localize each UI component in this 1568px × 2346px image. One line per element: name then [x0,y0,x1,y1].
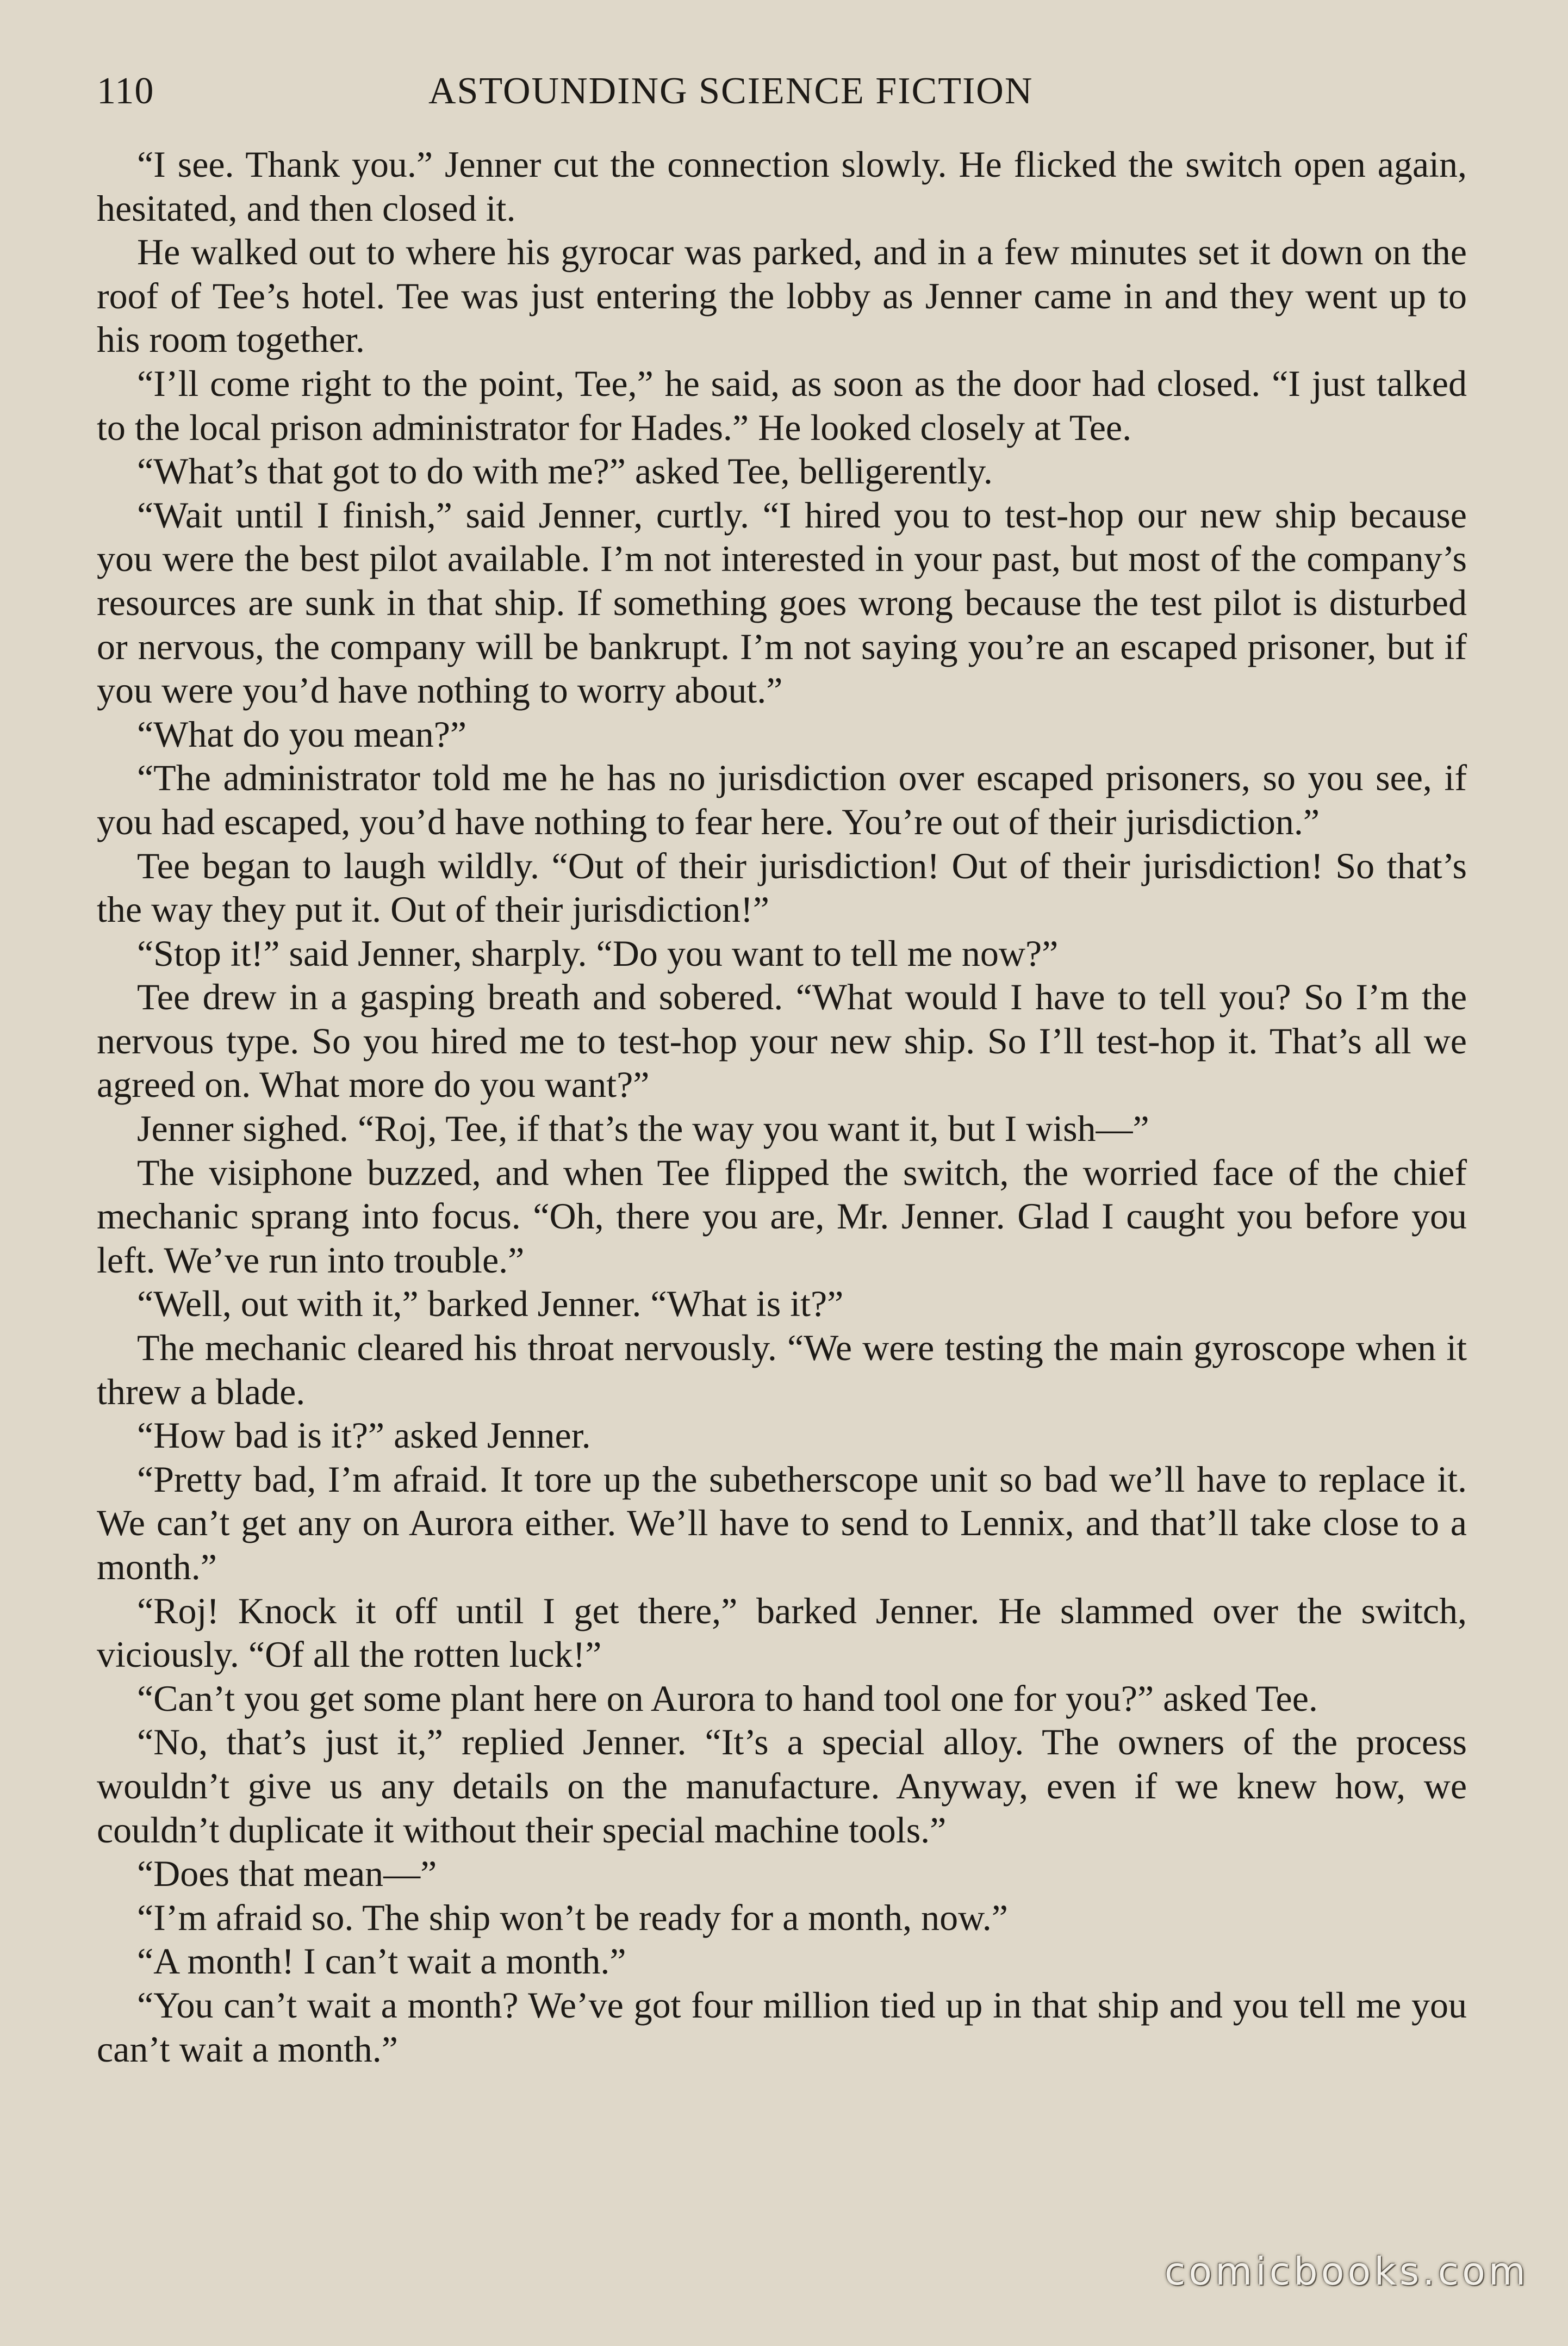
paragraph: Tee drew in a gasping breath and sobered. “What would I have to tell you? So I’m the nervous type. So you hired me to test-hop your new ship. So I’ll test-hop it. That’s all we agreed on. What more do you want?” [97,976,1467,1106]
paragraph: “What do you mean?” [137,713,467,755]
page-number: 110 [97,70,154,112]
paragraph: “Wait until I finish,” said Jenner, curtly. “I hired you to test-hop our new ship because you were the best pilot available. I’m not interested in your past, but most of the company’s resources are sunk in that ship. If something goes wrong because the test pilot is disturbed or nervous, the company will be bankrupt. I’m not saying you’re an escaped prisoner, but if you were you’d have nothing to worry about.” [97,494,1467,711]
paragraph: “I’ll come right to the point, Tee,” he said, as soon as the door had closed. “I just talked to the local prison administrator for Hades.” He looked closely at Tee. [97,362,1467,448]
story-text [97,142,1467,2071]
page-header [97,70,1467,119]
watermark-logo: comicbooks.com [1164,2249,1529,2294]
paragraph: “What’s that got to do with me?” asked Tee, belligerently. [137,450,993,492]
paragraph: “Pretty bad, I’m afraid. It tore up the subetherscope unit so bad we’ll have to replace it. We can’t get any on Aurora either. We’ll have to send to Lennix, and that’ll take close to a month.” [97,1458,1467,1587]
paragraph: “A month! I can’t wait a month.” [137,1940,626,1982]
paragraph: “Roj! Knock it off until I get there,” barked Jenner. He slammed over the switch, viciously. “Of all the rotten luck!” [97,1590,1467,1675]
paragraph: “Well, out with it,” barked Jenner. “What is it?” [137,1283,844,1325]
paragraph: Tee began to laugh wildly. “Out of their jurisdiction! Out of their jurisdiction! So that’s the way they put it. Out of their jurisdiction!” [97,845,1467,930]
paragraph: “No, that’s just it,” replied Jenner. “It’s a special alloy. The owners of the process wouldn’t give us any details on the manufacture. Anyway, even if we knew how, we couldn’t duplicate it without their special machine tools.” [97,1721,1467,1851]
paragraph: “I’m afraid so. The ship won’t be ready for a month, now.” [137,1896,1008,1938]
paragraph: “The administrator told me he has no jurisdiction over escaped prisoners, so you see, if you had escaped, you’d have nothing to fear here. You’re out of their jurisdiction.” [97,757,1467,842]
running-title: ASTOUNDING SCIENCE FICTION [428,70,1034,112]
paragraph: “Does that mean—” [137,1853,437,1895]
paragraph: “How bad is it?” asked Jenner. [137,1414,591,1456]
paragraph: “Can’t you get some plant here on Aurora to hand tool one for you?” asked Tee. [137,1677,1318,1719]
paragraph: The visiphone buzzed, and when Tee flipped the switch, the worried face of the chief mechanic sprang into focus. “Oh, there you are, Mr. Jenner. Glad I caught you before you left. We’ve run into trouble.” [97,1151,1467,1281]
paragraph: Jenner sighed. “Roj, Tee, if that’s the way you want it, but I wish—” [137,1108,1149,1150]
paragraph: He walked out to where his gyrocar was parked, and in a few minutes set it down on the roof of Tee’s hotel. Tee was just entering the lobby as Jenner came in and they went up to his room together. [97,231,1467,361]
paragraph: The mechanic cleared his throat nervously. “We were testing the main gyroscope when it threw a blade. [97,1327,1467,1412]
paragraph: “You can’t wait a month? We’ve got four million tied up in that ship and you tell me you can’t wait a month.” [97,1984,1467,2070]
paragraph: “Stop it!” said Jenner, sharply. “Do you want to tell me now?” [137,932,1059,974]
paragraph: “I see. Thank you.” Jenner cut the connection slowly. He flicked the switch open again, hesitated, and then closed it. [97,144,1467,229]
